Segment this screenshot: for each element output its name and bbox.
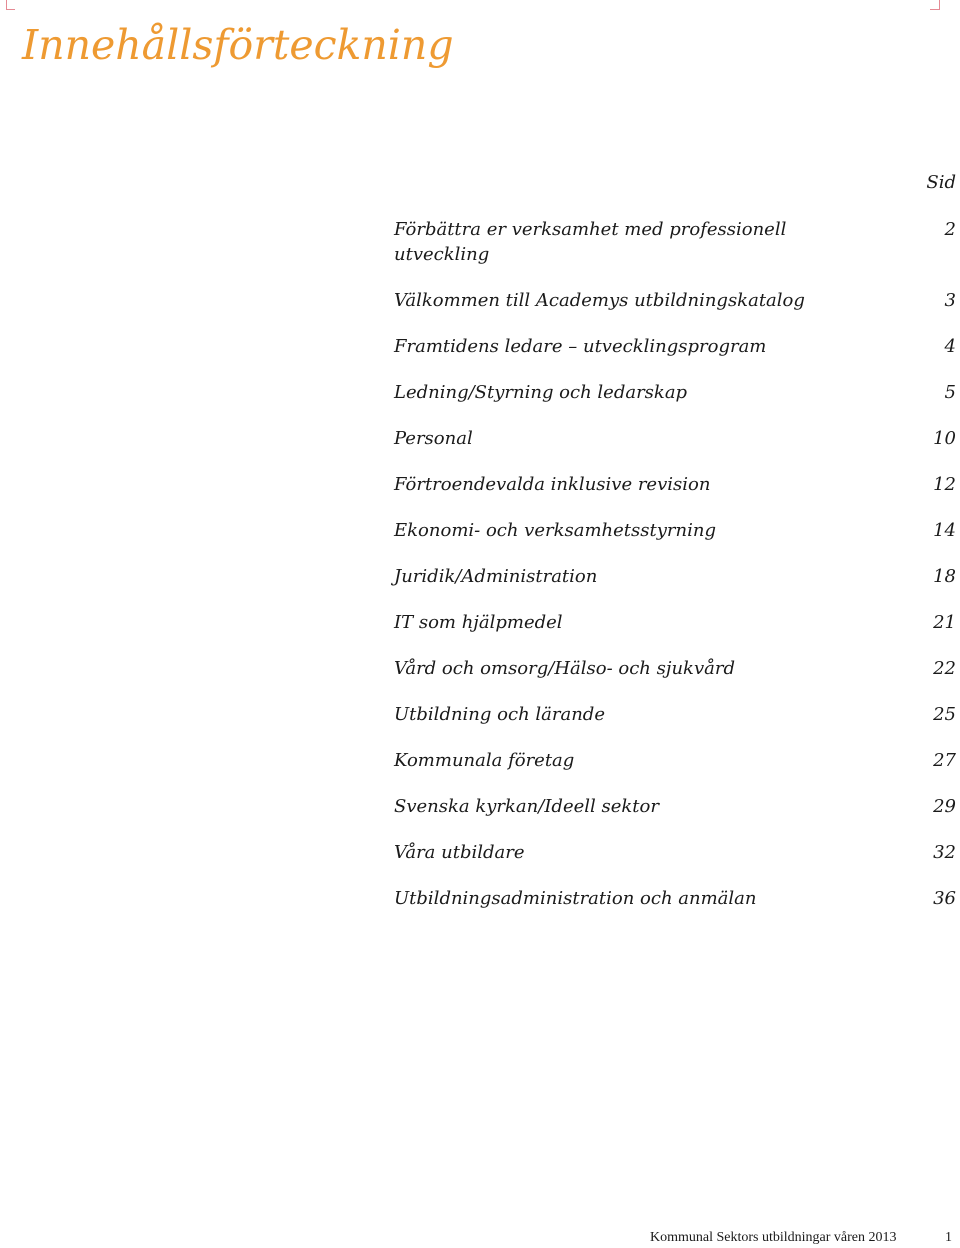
toc-entry-page: 25	[933, 704, 956, 725]
toc-entry-title: Förbättra er verksamhet med professionell utveckling	[394, 219, 787, 265]
toc-entry[interactable]	[394, 748, 956, 773]
toc-entry-title: Vård och omsorg/Hälso- och sjukvård	[394, 658, 735, 679]
toc-entry-title: Ledning/Styrning och ledarskap	[394, 382, 688, 403]
toc-entry[interactable]	[394, 426, 956, 451]
toc-entry[interactable]	[394, 472, 956, 497]
toc-entry-title: Svenska kyrkan/Ideell sektor	[394, 796, 659, 817]
toc-entry[interactable]	[394, 840, 956, 865]
toc-entry[interactable]	[394, 217, 956, 267]
toc-entry-title: Våra utbildare	[394, 842, 525, 863]
table-of-contents	[394, 170, 956, 911]
toc-entry[interactable]	[394, 610, 956, 635]
crop-mark	[6, 9, 15, 10]
toc-entry-page: 27	[933, 750, 956, 771]
toc-entry[interactable]	[394, 380, 956, 405]
toc-entry-page: 21	[933, 612, 956, 633]
toc-list	[394, 217, 956, 911]
toc-entry-page: 12	[933, 474, 956, 495]
toc-entry-page: 5	[944, 382, 956, 403]
toc-entry[interactable]	[394, 794, 956, 819]
toc-entry-title: Ekonomi- och verksamhetsstyrning	[394, 520, 716, 541]
toc-entry[interactable]	[394, 656, 956, 681]
toc-entry[interactable]	[394, 886, 956, 911]
toc-entry-title: Utbildningsadministration och anmälan	[394, 888, 757, 909]
page-footer	[650, 1228, 952, 1248]
toc-entry-page: 2	[944, 219, 956, 240]
toc-entry-page: 4	[944, 336, 956, 357]
page-title: Innehållsförteckning	[22, 21, 454, 69]
toc-entry[interactable]	[394, 288, 956, 313]
footer-page-number: 1	[945, 1230, 952, 1245]
toc-entry[interactable]	[394, 518, 956, 543]
toc-entry-title: Utbildning och lärande	[394, 704, 605, 725]
toc-entry-title: Kommunala företag	[394, 750, 575, 771]
toc-entry-page: 3	[944, 290, 956, 311]
toc-entry-title: Juridik/Administration	[394, 566, 598, 587]
page-column-label: Sid	[926, 172, 956, 193]
footer-publication: Kommunal Sektors utbildningar våren 2013	[650, 1230, 897, 1245]
toc-entry-page: 36	[933, 888, 956, 909]
toc-entry-page: 22	[933, 658, 956, 679]
crop-mark	[930, 9, 940, 10]
toc-entry-title: Välkommen till Academys utbildningskatalog	[394, 290, 805, 311]
toc-entry[interactable]	[394, 702, 956, 727]
toc-entry[interactable]	[394, 564, 956, 589]
toc-entry-page: 14	[933, 520, 956, 541]
toc-entry-title: IT som hjälpmedel	[394, 612, 563, 633]
toc-entry-title: Förtroendevalda inklusive revision	[394, 474, 711, 495]
toc-entry-page: 29	[933, 796, 956, 817]
toc-entry-page: 32	[933, 842, 956, 863]
toc-entry-page: 10	[933, 428, 956, 449]
toc-entry-page: 18	[933, 566, 956, 587]
toc-entry-title: Personal	[394, 428, 473, 449]
toc-entry-title: Framtidens ledare – utvecklingsprogram	[394, 336, 767, 357]
toc-entry[interactable]	[394, 334, 956, 359]
